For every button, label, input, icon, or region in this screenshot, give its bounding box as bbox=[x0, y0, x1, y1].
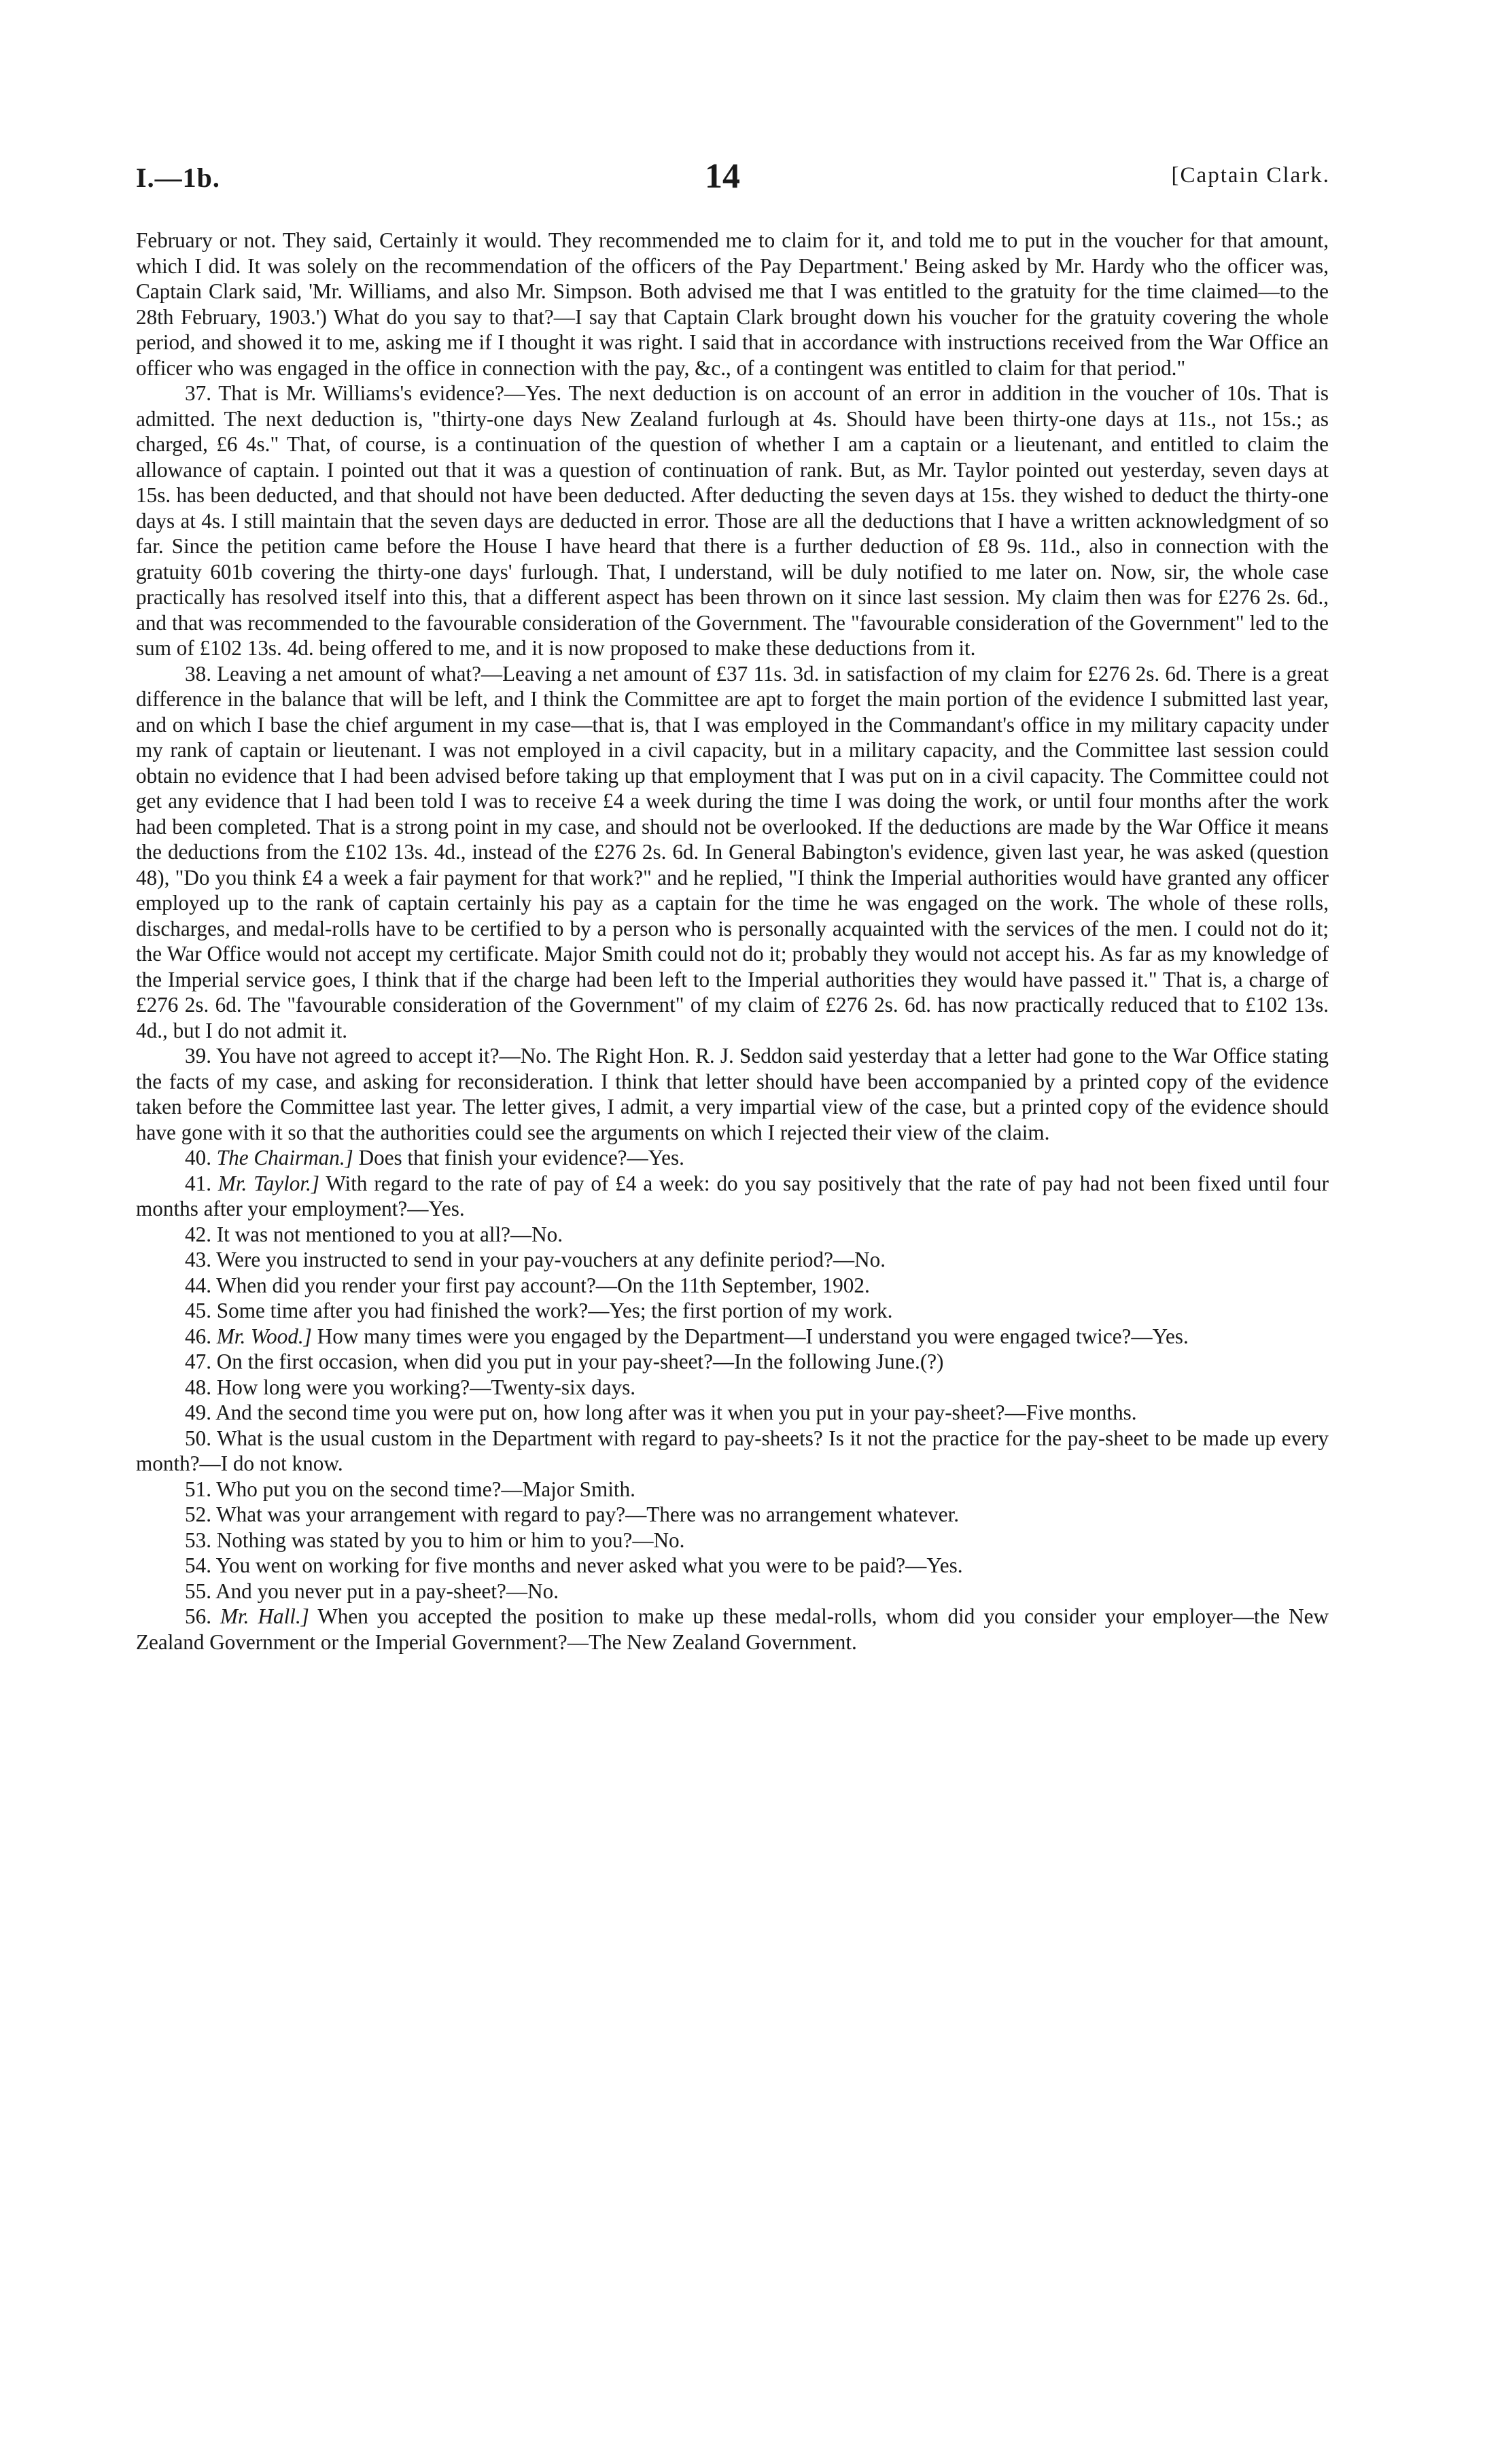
question-41 bbox=[136, 1171, 1329, 1222]
paragraph-text: How long were you working?—Twenty-six days. bbox=[216, 1375, 636, 1399]
question-48 bbox=[136, 1375, 1329, 1401]
running-head: [Captain Clark. bbox=[1171, 163, 1330, 188]
question-number: 43. bbox=[185, 1248, 211, 1271]
paragraph-text: Some time after you had finished the work?—Yes; the first portion of my work. bbox=[216, 1299, 893, 1322]
question-38 bbox=[136, 661, 1329, 1044]
paragraph-text: How many times were you engaged by the Department—I understand you were engaged twice?—Yes. bbox=[317, 1324, 1189, 1348]
page-header bbox=[136, 157, 1330, 203]
speaker: The Chairman.] bbox=[216, 1146, 353, 1169]
question-number: 39. bbox=[185, 1044, 211, 1068]
question-44 bbox=[136, 1273, 1329, 1299]
paragraph-text: On the first occasion, when did you put in your pay-sheet?—In the following June.(?) bbox=[216, 1350, 944, 1373]
paragraph-text: February or not. They said, Certainly it would. They recommended me to claim for it, and told me to put in the voucher for that amount, which I did. It was solely on the recommendation of the officers of the Pay Department.' Being asked by Mr. Hardy who the officer was, Captain Clark said, 'Mr. Williams, and also Mr. Simpson. Both advised me that I was entitled to the gratuity for the time claimed—to the 28th February, 1903.') What do you say to that?—I say that Captain Clark brought down his voucher for the gratuity covering the whole period, and showed it to me, asking me if I thought it was right. I said that in accordance with instructions received from the War Office an officer who was engaged in the office in connection with the pay, &c., of a contingent was entitled to claim for that period." bbox=[136, 228, 1329, 380]
question-56 bbox=[136, 1604, 1329, 1655]
question-49 bbox=[136, 1400, 1329, 1426]
paragraph-text: That is Mr. Williams's evidence?—Yes. The next deduction is on account of an error in addition in the voucher of 10s. That is admitted. The next deduction is, "thirty-one days New Zealand furlough at 4s. Should have been thirty-one days at 11s., not 15s.; as charged, £6 4s." That, of course, is a continuation of the question of whether I am a captain or a lieutenant, and entitled to claim the allowance of captain. I pointed out that it was a question of continuation of rank. But, as Mr. Taylor pointed out yesterday, seven days at 15s. has been deducted, and that should not have been deducted. After deducting the seven days at 15s. they wished to deduct the thirty-one days at 4s. I still maintain that the seven days are deducted in error. Those are all the deductions that I have a written acknowledgment of so far. Since the petition came before the House I have heard that there is a further deduction of £8 9s. 11d., also in connection with the gratuity 601b covering the thirty-one days' furlough. That, I understand, will be duly notified to me later on. Now, sir, the whole case practically has resolved itself into this, that a different aspect has been thrown on it since last session. My claim then was for £276 2s. 6d., and that was recommended to the favourable consideration of the Government. The "favourable consideration of the Government" led to the sum of £102 13s. 4d. being offered to me, and it is now proposed to make these deductions from it. bbox=[136, 381, 1329, 660]
speaker: Mr. Hall.] bbox=[220, 1604, 309, 1628]
question-43 bbox=[136, 1247, 1329, 1273]
question-number: 55. bbox=[185, 1579, 211, 1603]
question-54 bbox=[136, 1553, 1329, 1579]
paragraph-text: Does that finish your evidence?—Yes. bbox=[358, 1146, 684, 1169]
paragraph-text: Were you instructed to send in your pay-vouchers at any definite period?—No. bbox=[216, 1248, 886, 1271]
paragraph-text: You went on working for five months and never asked what you were to be paid?—Yes. bbox=[215, 1553, 963, 1577]
question-number: 53. bbox=[185, 1528, 211, 1552]
question-number: 44. bbox=[185, 1273, 211, 1297]
question-number: 50. bbox=[185, 1426, 211, 1450]
question-number: 51. bbox=[185, 1477, 211, 1501]
question-39 bbox=[136, 1043, 1329, 1145]
paragraph-text: Who put you on the second time?—Major Smith. bbox=[216, 1477, 635, 1501]
question-number: 38. bbox=[185, 661, 211, 686]
question-50 bbox=[136, 1426, 1329, 1477]
paragraph-text: What is the usual custom in the Department with regard to pay-sheets? Is it not the practice for the pay-sheet to be made up every month?—I do not know. bbox=[136, 1426, 1329, 1475]
question-51 bbox=[136, 1477, 1329, 1502]
paragraph-text: When you accepted the position to make up these medal-rolls, whom did you consider your employer—the New Zealand Government or the Imperial Government?—The New Zealand Government. bbox=[136, 1604, 1329, 1654]
question-number: 45. bbox=[185, 1299, 211, 1322]
paragraph-text: And the second time you were put on, how long after was it when you put in your pay-sheet?—Five months. bbox=[215, 1401, 1137, 1424]
question-53 bbox=[136, 1528, 1329, 1553]
paragraph-text: And you never put in a pay-sheet?—No. bbox=[215, 1579, 559, 1603]
paragraph-text: With regard to the rate of pay of £4 a week: do you say positively that the rate of pay had not been fixed until four months after your employment?—Yes. bbox=[136, 1171, 1329, 1220]
question-46 bbox=[136, 1324, 1329, 1350]
question-number: 46. bbox=[185, 1324, 211, 1348]
paragraph-text: Nothing was stated by you to him or him to you?—No. bbox=[216, 1528, 685, 1552]
question-number: 42. bbox=[185, 1222, 211, 1246]
speaker: Mr. Wood.] bbox=[216, 1324, 312, 1348]
question-55 bbox=[136, 1579, 1329, 1604]
speaker: Mr. Taylor.] bbox=[217, 1171, 320, 1195]
question-40 bbox=[136, 1145, 1329, 1171]
question-45 bbox=[136, 1298, 1329, 1324]
evidence-text bbox=[136, 228, 1329, 1655]
question-number: 37. bbox=[185, 381, 211, 405]
question-number: 52. bbox=[185, 1502, 211, 1526]
question-number: 48. bbox=[185, 1375, 211, 1399]
question-42 bbox=[136, 1222, 1329, 1248]
question-52 bbox=[136, 1502, 1329, 1528]
question-number: 56. bbox=[185, 1604, 211, 1628]
question-number: 40. bbox=[185, 1146, 211, 1169]
question-number: 41. bbox=[185, 1171, 211, 1195]
question-47 bbox=[136, 1349, 1329, 1375]
paragraph-text: What was your arrangement with regard to pay?—There was no arrangement whatever. bbox=[216, 1502, 960, 1526]
question-number: 47. bbox=[185, 1350, 211, 1373]
paper-reference: I.—1b. bbox=[136, 162, 220, 193]
question-37 bbox=[136, 381, 1329, 661]
question-number: 49. bbox=[185, 1401, 211, 1424]
question-number: 54. bbox=[185, 1553, 211, 1577]
paragraph-text: When did you render your first pay account?—On the 11th September, 1902. bbox=[216, 1273, 870, 1297]
page-number: 14 bbox=[705, 157, 740, 196]
paragraph-continuation bbox=[136, 228, 1329, 381]
paragraph-text: Leaving a net amount of what?—Leaving a net amount of £37 11s. 3d. in satisfaction of my claim for £276 2s. 6d. There is a great difference in the balance that will be left, and I think the Committee are apt to forget the main portion of the evidence I submitted last year, and on which I base the chief argument in my case—that is, that I was employed in the Commandant's office in my military capacity under my rank of captain or lieutenant. I was not employed in a civil capacity, but in a military capacity, and the Committee last session could obtain no evidence that I had been advised before taking up that employment that I was put on in a civil capacity. The Committee could not get any evidence that I had been told I was to receive £4 a week during the time I was doing the work, or until four months after the work had been completed. That is a strong point in my case, and should not be overlooked. If the deductions are made by the War Office it means the deductions from the £102 13s. 4d., instead of the £276 2s. 6d. In General Babington's evidence, given last year, he was asked (question 48), "Do you think £4 a week a fair payment for that work?" and he replied, "I think the Imperial authorities would have granted any officer employed up to the rank of captain certainly his pay as a captain for the time he was engaged on the work. The whole of these rolls, discharges, and medal-rolls have to be certified to by a person who is personally acquainted with the services of the men. I could not do it; the War Office would not accept my certificate. Major Smith could not do it; probably they would not accept his. As far as my knowledge of the Imperial service goes, I think that if the charge had been left to the Imperial authorities they would have passed it." That is, a charge of £276 2s. 6d. The "favourable consideration of the Government" of my claim of £276 2s. 6d. has now practically reduced that to £102 13s. 4d., but I do not admit it. bbox=[136, 661, 1329, 1042]
paragraph-text: It was not mentioned to you at all?—No. bbox=[216, 1222, 563, 1246]
paragraph-text: You have not agreed to accept it?—No. The Right Hon. R. J. Seddon said yesterday that a letter had gone to the War Office stating the facts of my case, and asking for reconsideration. I think that letter should have been accompanied by a printed copy of the evidence taken before the Committee last year. The letter gives, I admit, a very impartial view of the case, but a printed copy of the evidence should have gone with it so that the authorities could see the arguments on which I rejected their view of the claim. bbox=[136, 1044, 1329, 1144]
